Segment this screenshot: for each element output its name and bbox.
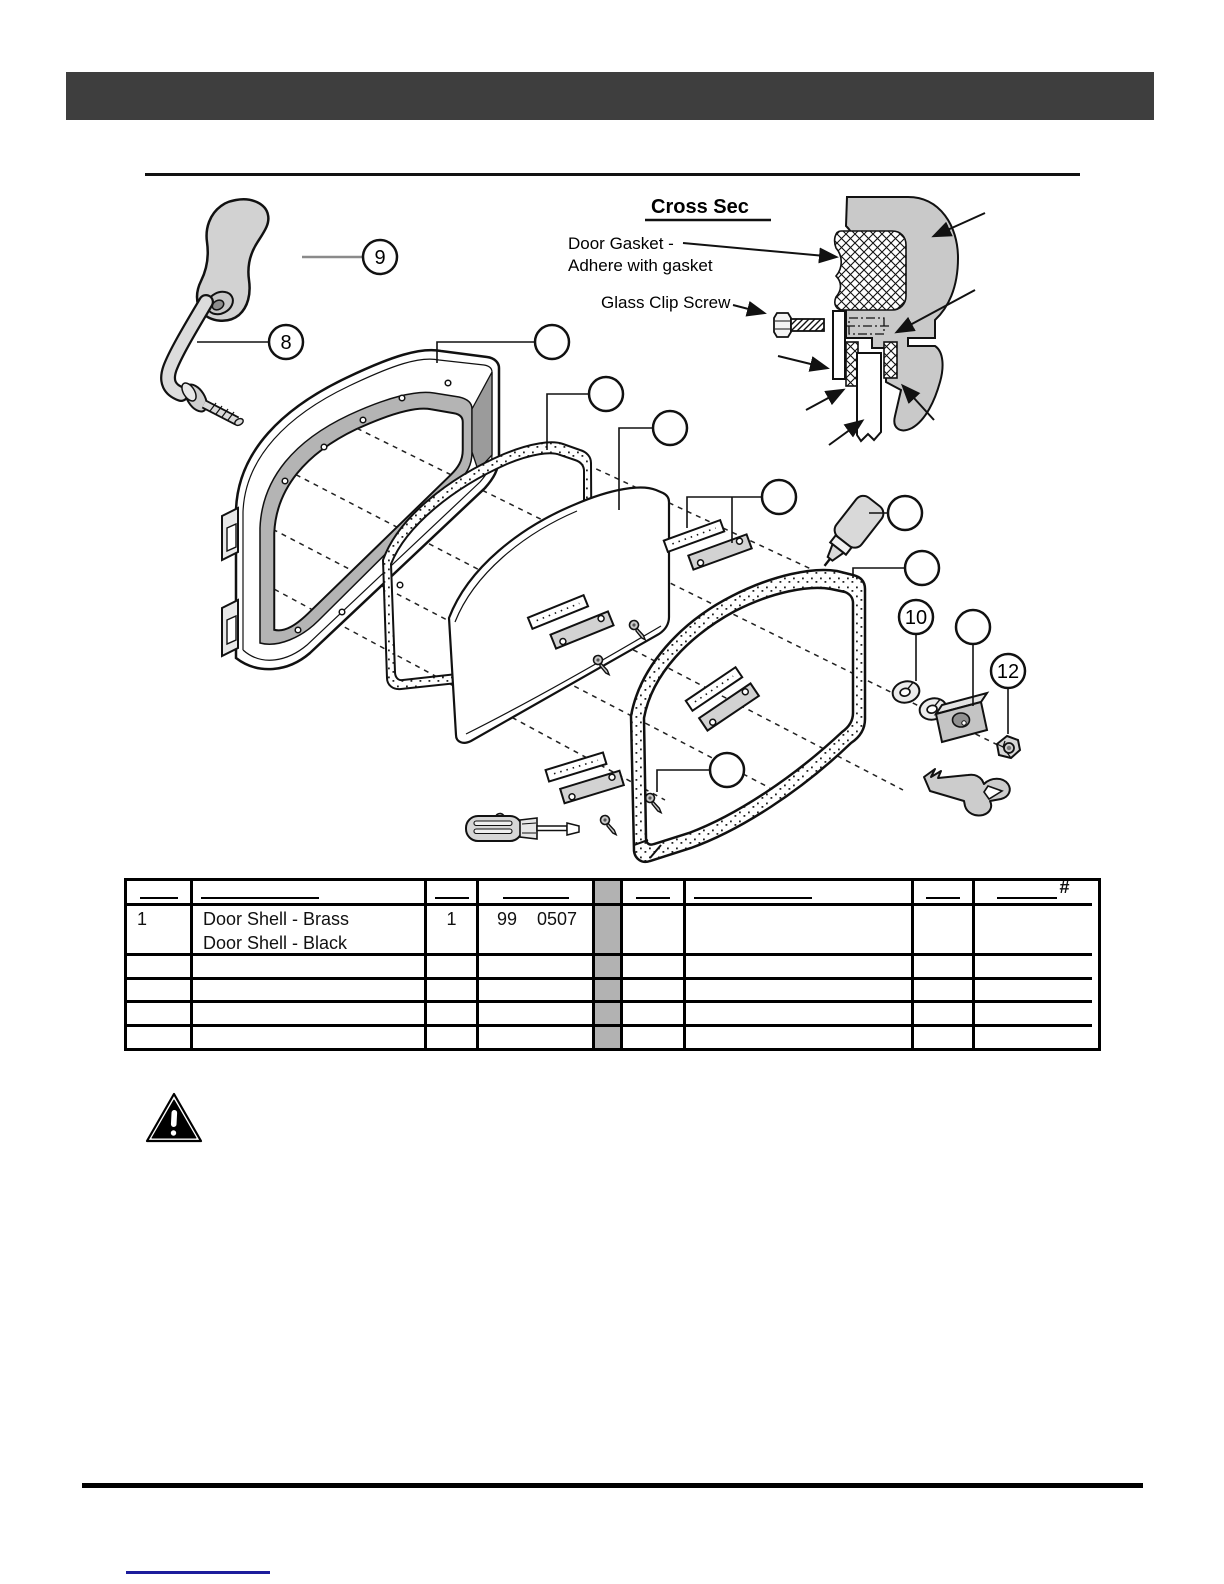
svg-text:10: 10 <box>904 607 928 629</box>
table-row <box>127 1003 193 1027</box>
exploded-door-diagram <box>0 185 1224 877</box>
table-row <box>127 980 193 1003</box>
col-qty-header <box>427 881 479 906</box>
section-title-underline <box>145 173 1080 176</box>
page-header-bar <box>66 72 1154 120</box>
col-item-header-2 <box>623 881 686 906</box>
svg-text:9: 9 <box>374 247 386 269</box>
glass-cross-section <box>857 353 881 441</box>
warning-triangle-icon <box>144 1092 204 1144</box>
table-row-description <box>193 906 427 956</box>
table-divider-column <box>595 906 623 956</box>
callout-latch-block <box>956 610 990 644</box>
handle-shaft <box>168 302 244 427</box>
callout-door-gasket <box>905 551 939 585</box>
table-row <box>127 1027 193 1048</box>
callout-hex-nut <box>991 654 1025 688</box>
adhesive-bottle <box>812 492 887 576</box>
col-item-header <box>127 881 193 906</box>
col-description-header-2 <box>686 881 914 906</box>
glass-clip-screw-bolt <box>774 313 824 337</box>
wrench-icon <box>924 769 1010 816</box>
description-line-1: Door Shell - Brass <box>203 909 350 929</box>
glass-clip-screw-label: Glass Clip Screw <box>601 293 731 312</box>
footer-link-underline[interactable] <box>126 1571 270 1574</box>
callout-door-handle <box>363 240 397 274</box>
fastener-hardware <box>890 679 1020 816</box>
callout-glass <box>653 411 687 445</box>
table-row <box>127 956 193 980</box>
col-part-number-header-2 <box>975 881 1092 906</box>
door-gasket-cross-section <box>835 231 906 310</box>
callout-washers <box>899 600 933 634</box>
col-description-header <box>193 881 427 906</box>
col-part-number-header <box>479 881 595 906</box>
table-divider-column <box>595 881 623 906</box>
glass-clip-cross-section <box>833 311 845 379</box>
door-gasket-label-line1: Door Gasket - <box>568 234 674 253</box>
cross-section-inset <box>568 196 985 445</box>
col-qty-header-2 <box>914 881 975 906</box>
callout-handle-shaft <box>269 325 303 359</box>
svg-text:8: 8 <box>280 332 292 354</box>
callout-clip-screw <box>710 753 744 787</box>
door-gasket-label-line2: Adhere with gasket <box>568 256 713 275</box>
table-row-item: 1 <box>127 906 193 956</box>
callout-window-gasket <box>589 377 623 411</box>
callout-adhesive <box>888 496 922 530</box>
screwdriver-icon <box>466 816 579 841</box>
table-row-part-number: 99 0507 <box>479 906 595 956</box>
callout-glass-clips <box>762 480 796 514</box>
table-row-qty: 1 <box>427 906 479 956</box>
washer-1 <box>890 679 921 706</box>
cross-section-title: Cross Sec <box>651 196 749 218</box>
callout-door-shell <box>535 325 569 359</box>
hex-nut <box>997 736 1020 758</box>
description-line-2: Door Shell - Black <box>203 933 348 953</box>
part-number-hash-symbol: # <box>1059 881 1070 897</box>
footer-rule <box>82 1483 1143 1488</box>
svg-text:12: 12 <box>996 661 1020 683</box>
glass-gasket-right-cross-section <box>884 342 897 378</box>
parts-table <box>124 878 1101 1051</box>
